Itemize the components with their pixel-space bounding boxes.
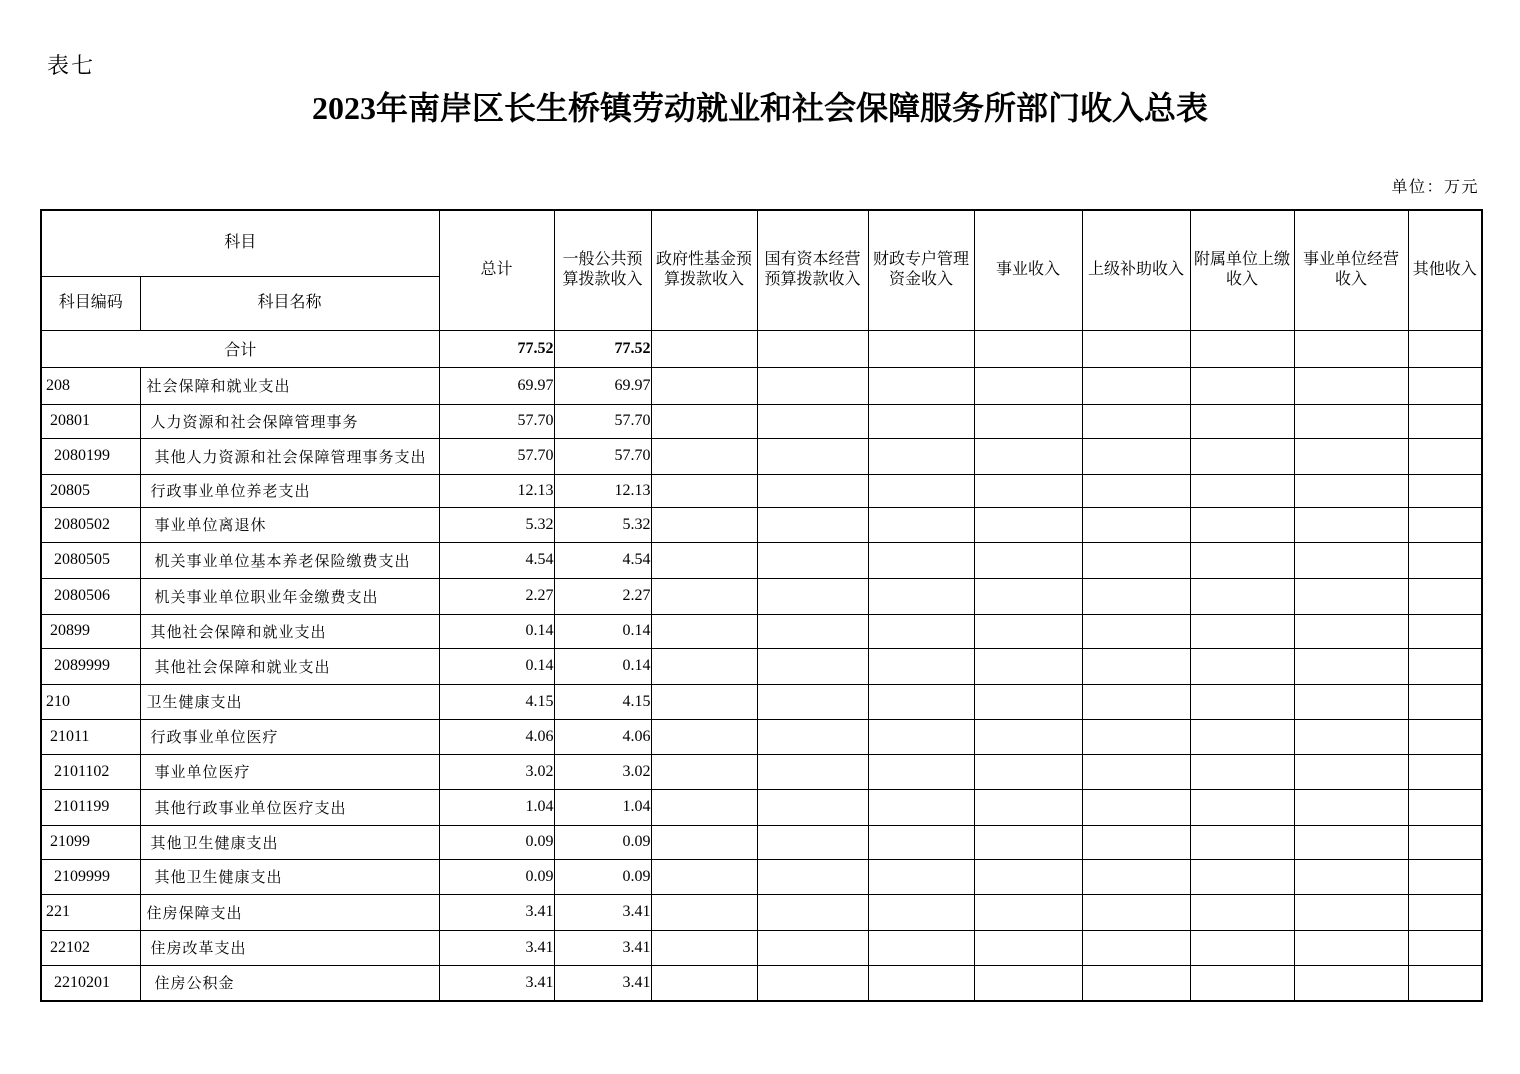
amount-cell-government-fund-budget — [651, 825, 757, 859]
subject-code-cell: 221 — [41, 894, 140, 930]
amount-cell-other-income — [1408, 614, 1482, 648]
amount-cell-fiscal-special-account — [868, 542, 974, 578]
amount-cell-superior-subsidy — [1082, 614, 1190, 648]
amount-cell-general-public-budget: 4.54 — [554, 542, 651, 578]
amount-cell-general-public-budget: 3.02 — [554, 754, 651, 789]
amount-cell-superior-subsidy — [1082, 684, 1190, 719]
amount-cell-affiliated-unit-remittance — [1190, 404, 1294, 438]
amount-cell-fiscal-special-account — [868, 614, 974, 648]
amount-cell-business-income — [974, 859, 1082, 894]
column-header-label: 国有资本经营预算拨款收入 — [764, 251, 861, 289]
table-row — [41, 789, 1482, 825]
amount-cell-business-operation-income — [1294, 474, 1408, 507]
amount-cell-business-operation-income — [1294, 578, 1408, 614]
amount-cell-fiscal-special-account — [868, 367, 974, 404]
column-header-label: 事业单位经营收入 — [1303, 251, 1400, 289]
amount-cell-superior-subsidy — [1082, 438, 1190, 474]
amount-cell-fiscal-special-account — [868, 438, 974, 474]
subject-name-cell: 机关事业单位职业年金缴费支出 — [140, 578, 439, 614]
amount-cell-affiliated-unit-remittance — [1190, 438, 1294, 474]
amount-cell-other-income — [1408, 648, 1482, 684]
subject-code-cell: 210 — [41, 684, 140, 719]
amount-cell-state-capital-budget — [757, 367, 868, 404]
amount-cell-business-income — [974, 789, 1082, 825]
header-row — [41, 210, 1482, 276]
amount-cell-government-fund-budget — [651, 474, 757, 507]
amount-cell-superior-subsidy — [1082, 825, 1190, 859]
amount-cell-fiscal-special-account — [868, 684, 974, 719]
table-row — [41, 965, 1482, 1001]
table-row — [41, 754, 1482, 789]
amount-cell-fiscal-special-account — [868, 894, 974, 930]
amount-cell-total: 1.04 — [439, 789, 554, 825]
amount-cell-business-income — [974, 965, 1082, 1001]
amount-cell-government-fund-budget — [651, 542, 757, 578]
amount-cell-government-fund-budget — [651, 719, 757, 754]
amount-cell-other-income — [1408, 367, 1482, 404]
amount-cell-government-fund-budget — [651, 859, 757, 894]
amount-cell-state-capital-budget — [757, 614, 868, 648]
amount-cell-total: 2.27 — [439, 578, 554, 614]
table-row — [41, 578, 1482, 614]
column-header-label: 总计 — [480, 261, 513, 279]
amount-cell-affiliated-unit-remittance — [1190, 754, 1294, 789]
subject-name-cell: 机关事业单位基本养老保险缴费支出 — [140, 542, 439, 578]
amount-cell-state-capital-budget — [757, 754, 868, 789]
amount-cell-affiliated-unit-remittance — [1190, 578, 1294, 614]
amount-cell-other-income — [1408, 507, 1482, 542]
amount-cell-other-income — [1408, 859, 1482, 894]
amount-cell-government-fund-budget — [651, 754, 757, 789]
table-row — [41, 684, 1482, 719]
amount-cell-total: 0.14 — [439, 648, 554, 684]
amount-cell-government-fund-budget — [651, 367, 757, 404]
amount-cell-general-public-budget: 57.70 — [554, 404, 651, 438]
table-row — [41, 930, 1482, 965]
amount-cell-total: 3.41 — [439, 930, 554, 965]
table-row — [41, 404, 1482, 438]
amount-cell-affiliated-unit-remittance — [1190, 789, 1294, 825]
amount-cell-total: 12.13 — [439, 474, 554, 507]
amount-cell-general-public-budget: 5.32 — [554, 507, 651, 542]
amount-cell-state-capital-budget — [757, 648, 868, 684]
subject-code-cell: 2080505 — [41, 542, 140, 578]
column-header-affiliated-unit-remittance — [1190, 210, 1294, 330]
amount-cell-other-income — [1408, 438, 1482, 474]
amount-cell-other-income — [1408, 825, 1482, 859]
amount-cell-state-capital-budget — [757, 474, 868, 507]
subject-name-cell: 住房保障支出 — [140, 894, 439, 930]
amount-cell-business-operation-income — [1294, 614, 1408, 648]
amount-cell-affiliated-unit-remittance — [1190, 507, 1294, 542]
amount-cell-business-income — [974, 684, 1082, 719]
amount-cell-other-income — [1408, 965, 1482, 1001]
amount-cell-affiliated-unit-remittance — [1190, 330, 1294, 367]
amount-cell-affiliated-unit-remittance — [1190, 474, 1294, 507]
amount-cell-other-income — [1408, 684, 1482, 719]
amount-cell-state-capital-budget — [757, 930, 868, 965]
amount-cell-total: 57.70 — [439, 404, 554, 438]
amount-cell-total: 0.09 — [439, 825, 554, 859]
amount-cell-government-fund-budget — [651, 330, 757, 367]
amount-cell-state-capital-budget — [757, 404, 868, 438]
amount-cell-affiliated-unit-remittance — [1190, 930, 1294, 965]
column-header-label: 事业收入 — [996, 261, 1061, 279]
amount-cell-state-capital-budget — [757, 789, 868, 825]
subject-code-cell: 2109999 — [41, 859, 140, 894]
subject-code-cell: 2089999 — [41, 648, 140, 684]
subject-name-cell: 住房公积金 — [140, 965, 439, 1001]
subject-code-cell: 208 — [41, 367, 140, 404]
subject-code-header: 科目编码 — [41, 276, 140, 330]
subject-name-cell: 住房改革支出 — [140, 930, 439, 965]
column-header-label: 财政专户管理资金收入 — [873, 251, 970, 289]
amount-cell-fiscal-special-account — [868, 330, 974, 367]
table-row — [41, 507, 1482, 542]
amount-cell-superior-subsidy — [1082, 367, 1190, 404]
amount-cell-fiscal-special-account — [868, 825, 974, 859]
subject-name-cell: 社会保障和就业支出 — [140, 367, 439, 404]
unit-label: 单位：万元 — [1391, 179, 1479, 196]
amount-cell-general-public-budget: 0.09 — [554, 859, 651, 894]
amount-cell-superior-subsidy — [1082, 930, 1190, 965]
amount-cell-fiscal-special-account — [868, 719, 974, 754]
amount-cell-government-fund-budget — [651, 894, 757, 930]
amount-cell-government-fund-budget — [651, 648, 757, 684]
amount-cell-total: 0.14 — [439, 614, 554, 648]
amount-cell-superior-subsidy — [1082, 965, 1190, 1001]
subject-name-cell: 其他人力资源和社会保障管理事务支出 — [140, 438, 439, 474]
table-row — [41, 825, 1482, 859]
amount-cell-superior-subsidy — [1082, 859, 1190, 894]
amount-cell-general-public-budget: 77.52 — [554, 330, 651, 367]
amount-cell-government-fund-budget — [651, 930, 757, 965]
amount-cell-other-income — [1408, 330, 1482, 367]
amount-cell-state-capital-budget — [757, 578, 868, 614]
column-header-business-operation-income — [1294, 210, 1408, 330]
amount-cell-state-capital-budget — [757, 894, 868, 930]
amount-cell-superior-subsidy — [1082, 507, 1190, 542]
amount-cell-business-income — [974, 930, 1082, 965]
amount-cell-superior-subsidy — [1082, 754, 1190, 789]
column-header-label: 上级补助收入 — [1088, 261, 1185, 279]
subject-name-cell: 其他社会保障和就业支出 — [140, 614, 439, 648]
amount-cell-other-income — [1408, 719, 1482, 754]
subject-code-cell: 2101102 — [41, 754, 140, 789]
amount-cell-business-operation-income — [1294, 507, 1408, 542]
amount-cell-government-fund-budget — [651, 507, 757, 542]
amount-cell-affiliated-unit-remittance — [1190, 965, 1294, 1001]
amount-cell-business-income — [974, 648, 1082, 684]
amount-cell-fiscal-special-account — [868, 930, 974, 965]
amount-cell-superior-subsidy — [1082, 578, 1190, 614]
amount-cell-state-capital-budget — [757, 542, 868, 578]
column-header-label: 政府性基金预算拨款收入 — [656, 251, 753, 289]
amount-cell-business-operation-income — [1294, 404, 1408, 438]
amount-cell-affiliated-unit-remittance — [1190, 367, 1294, 404]
amount-cell-other-income — [1408, 578, 1482, 614]
amount-cell-affiliated-unit-remittance — [1190, 859, 1294, 894]
amount-cell-general-public-budget: 69.97 — [554, 367, 651, 404]
table-row — [41, 367, 1482, 404]
subject-name-cell: 卫生健康支出 — [140, 684, 439, 719]
amount-cell-government-fund-budget — [651, 789, 757, 825]
amount-cell-business-operation-income — [1294, 930, 1408, 965]
subject-name-cell: 行政事业单位养老支出 — [140, 474, 439, 507]
amount-cell-fiscal-special-account — [868, 507, 974, 542]
amount-cell-government-fund-budget — [651, 578, 757, 614]
subject-name-header: 科目名称 — [140, 276, 439, 330]
amount-cell-business-income — [974, 578, 1082, 614]
subject-code-cell: 20801 — [41, 404, 140, 438]
amount-cell-total: 0.09 — [439, 859, 554, 894]
amount-cell-business-operation-income — [1294, 859, 1408, 894]
column-header-total — [439, 210, 554, 330]
page-title: 2023年南岸区长生桥镇劳动就业和社会保障服务所部门收入总表 — [311, 90, 1208, 126]
amount-cell-general-public-budget: 0.14 — [554, 614, 651, 648]
column-header-label: 其他收入 — [1412, 261, 1477, 279]
amount-cell-business-operation-income — [1294, 965, 1408, 1001]
column-header-government-fund-budget — [651, 210, 757, 330]
table-row — [41, 614, 1482, 648]
amount-cell-business-income — [974, 330, 1082, 367]
table-row — [41, 542, 1482, 578]
amount-cell-state-capital-budget — [757, 719, 868, 754]
amount-cell-business-operation-income — [1294, 684, 1408, 719]
column-header-label: 一般公共预算拨款收入 — [562, 251, 643, 289]
amount-cell-superior-subsidy — [1082, 719, 1190, 754]
amount-cell-state-capital-budget — [757, 330, 868, 367]
amount-cell-fiscal-special-account — [868, 859, 974, 894]
total-row — [41, 330, 1482, 367]
table-row — [41, 719, 1482, 754]
amount-cell-state-capital-budget — [757, 507, 868, 542]
amount-cell-government-fund-budget — [651, 404, 757, 438]
amount-cell-superior-subsidy — [1082, 789, 1190, 825]
amount-cell-fiscal-special-account — [868, 648, 974, 684]
amount-cell-other-income — [1408, 789, 1482, 825]
subject-code-cell: 20899 — [41, 614, 140, 648]
subject-code-cell: 20805 — [41, 474, 140, 507]
amount-cell-business-income — [974, 507, 1082, 542]
amount-cell-total: 3.02 — [439, 754, 554, 789]
income-summary-table — [40, 209, 1483, 1002]
amount-cell-general-public-budget: 3.41 — [554, 894, 651, 930]
amount-cell-superior-subsidy — [1082, 542, 1190, 578]
amount-cell-total: 3.41 — [439, 894, 554, 930]
amount-cell-other-income — [1408, 542, 1482, 578]
column-header-business-income — [974, 210, 1082, 330]
amount-cell-other-income — [1408, 894, 1482, 930]
amount-cell-fiscal-special-account — [868, 474, 974, 507]
subject-code-cell: 2080502 — [41, 507, 140, 542]
table-row — [41, 474, 1482, 507]
amount-cell-affiliated-unit-remittance — [1190, 894, 1294, 930]
amount-cell-total: 57.70 — [439, 438, 554, 474]
amount-cell-business-income — [974, 754, 1082, 789]
table-row — [41, 438, 1482, 474]
subject-group-header: 科目 — [41, 210, 439, 276]
amount-cell-affiliated-unit-remittance — [1190, 684, 1294, 719]
amount-cell-business-operation-income — [1294, 542, 1408, 578]
amount-cell-fiscal-special-account — [868, 404, 974, 438]
subject-name-cell: 其他行政事业单位医疗支出 — [140, 789, 439, 825]
amount-cell-business-operation-income — [1294, 648, 1408, 684]
amount-cell-superior-subsidy — [1082, 330, 1190, 367]
amount-cell-business-income — [974, 614, 1082, 648]
amount-cell-general-public-budget: 12.13 — [554, 474, 651, 507]
amount-cell-affiliated-unit-remittance — [1190, 825, 1294, 859]
amount-cell-business-operation-income — [1294, 754, 1408, 789]
amount-cell-fiscal-special-account — [868, 754, 974, 789]
amount-cell-affiliated-unit-remittance — [1190, 614, 1294, 648]
amount-cell-total: 4.54 — [439, 542, 554, 578]
amount-cell-business-operation-income — [1294, 825, 1408, 859]
amount-cell-government-fund-budget — [651, 684, 757, 719]
subject-name-cell: 人力资源和社会保障管理事务 — [140, 404, 439, 438]
amount-cell-other-income — [1408, 474, 1482, 507]
amount-cell-business-income — [974, 825, 1082, 859]
amount-cell-total: 4.06 — [439, 719, 554, 754]
amount-cell-general-public-budget: 4.06 — [554, 719, 651, 754]
amount-cell-affiliated-unit-remittance — [1190, 719, 1294, 754]
amount-cell-total: 4.15 — [439, 684, 554, 719]
column-header-state-capital-budget — [757, 210, 868, 330]
amount-cell-general-public-budget: 1.04 — [554, 789, 651, 825]
amount-cell-business-operation-income — [1294, 438, 1408, 474]
amount-cell-business-operation-income — [1294, 367, 1408, 404]
amount-cell-state-capital-budget — [757, 825, 868, 859]
amount-cell-total: 5.32 — [439, 507, 554, 542]
amount-cell-general-public-budget: 0.09 — [554, 825, 651, 859]
table-body — [41, 330, 1482, 1001]
subject-code-cell: 2101199 — [41, 789, 140, 825]
amount-cell-affiliated-unit-remittance — [1190, 542, 1294, 578]
subject-code-cell: 22102 — [41, 930, 140, 965]
subject-name-cell: 事业单位医疗 — [140, 754, 439, 789]
column-header-other-income — [1408, 210, 1482, 330]
amount-cell-fiscal-special-account — [868, 965, 974, 1001]
amount-cell-other-income — [1408, 754, 1482, 789]
table-row — [41, 648, 1482, 684]
column-header-superior-subsidy — [1082, 210, 1190, 330]
amount-cell-government-fund-budget — [651, 438, 757, 474]
column-header-general-public-budget — [554, 210, 651, 330]
total-label: 合计 — [41, 330, 439, 367]
amount-cell-business-income — [974, 719, 1082, 754]
amount-cell-business-operation-income — [1294, 894, 1408, 930]
amount-cell-general-public-budget: 3.41 — [554, 930, 651, 965]
amount-cell-business-income — [974, 542, 1082, 578]
amount-cell-total: 77.52 — [439, 330, 554, 367]
subject-name-cell: 其他卫生健康支出 — [140, 825, 439, 859]
amount-cell-business-income — [974, 367, 1082, 404]
amount-cell-business-income — [974, 894, 1082, 930]
amount-cell-government-fund-budget — [651, 965, 757, 1001]
amount-cell-business-income — [974, 404, 1082, 438]
table-header — [41, 210, 1482, 330]
amount-cell-general-public-budget: 4.15 — [554, 684, 651, 719]
amount-cell-superior-subsidy — [1082, 648, 1190, 684]
amount-cell-state-capital-budget — [757, 438, 868, 474]
table-row — [41, 859, 1482, 894]
amount-cell-fiscal-special-account — [868, 578, 974, 614]
subject-name-cell: 事业单位离退休 — [140, 507, 439, 542]
amount-cell-other-income — [1408, 930, 1482, 965]
amount-cell-fiscal-special-account — [868, 789, 974, 825]
subject-code-cell: 2210201 — [41, 965, 140, 1001]
subject-name-cell: 其他卫生健康支出 — [140, 859, 439, 894]
column-header-label: 附属单位上缴收入 — [1194, 251, 1291, 289]
amount-cell-total: 3.41 — [439, 965, 554, 1001]
amount-cell-government-fund-budget — [651, 614, 757, 648]
amount-cell-affiliated-unit-remittance — [1190, 648, 1294, 684]
amount-cell-business-operation-income — [1294, 719, 1408, 754]
amount-cell-business-income — [974, 474, 1082, 507]
subject-code-cell: 21011 — [41, 719, 140, 754]
column-header-fiscal-special-account — [868, 210, 974, 330]
amount-cell-superior-subsidy — [1082, 404, 1190, 438]
amount-cell-other-income — [1408, 404, 1482, 438]
subject-code-cell: 2080506 — [41, 578, 140, 614]
subject-code-cell: 21099 — [41, 825, 140, 859]
amount-cell-general-public-budget: 2.27 — [554, 578, 651, 614]
amount-cell-state-capital-budget — [757, 965, 868, 1001]
amount-cell-general-public-budget: 57.70 — [554, 438, 651, 474]
amount-cell-business-operation-income — [1294, 789, 1408, 825]
amount-cell-general-public-budget: 3.41 — [554, 965, 651, 1001]
amount-cell-general-public-budget: 0.14 — [554, 648, 651, 684]
table-number: 表七 — [47, 53, 96, 78]
amount-cell-state-capital-budget — [757, 684, 868, 719]
amount-cell-superior-subsidy — [1082, 894, 1190, 930]
amount-cell-total: 69.97 — [439, 367, 554, 404]
amount-cell-superior-subsidy — [1082, 474, 1190, 507]
table-row — [41, 894, 1482, 930]
amount-cell-business-operation-income — [1294, 330, 1408, 367]
subject-code-cell: 2080199 — [41, 438, 140, 474]
subject-name-cell: 行政事业单位医疗 — [140, 719, 439, 754]
amount-cell-state-capital-budget — [757, 859, 868, 894]
amount-cell-business-income — [974, 438, 1082, 474]
subject-name-cell: 其他社会保障和就业支出 — [140, 648, 439, 684]
